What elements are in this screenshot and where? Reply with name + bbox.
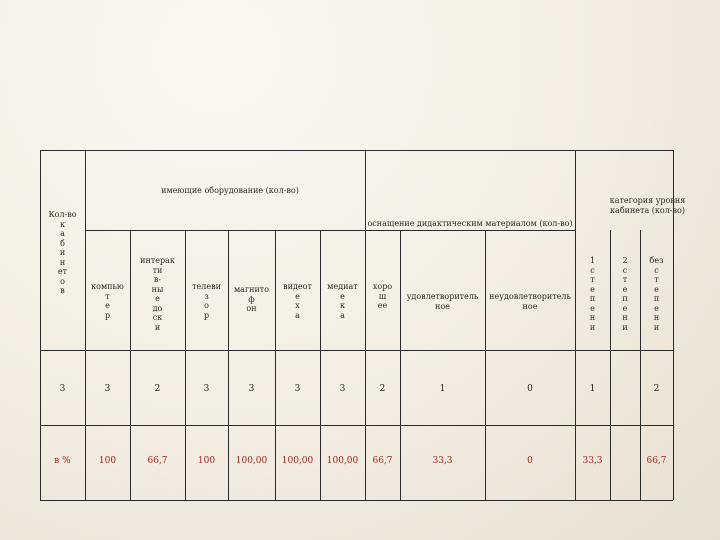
header-unsatisfactory: неудовлетворитель ное: [489, 292, 571, 311]
row-count-good: 2: [379, 384, 386, 394]
header-good: хоро ш ее: [372, 282, 393, 310]
row-percent-cat1: 33,3: [582, 456, 603, 466]
table-header-divider: [85, 230, 575, 231]
header-cabinet-count: Кол-во к а б и н ет о в: [48, 210, 77, 295]
header-media-library: медиат е к а: [327, 282, 358, 320]
row-percent-nocat: 66,7: [646, 456, 667, 466]
row-count-satisfactory: 1: [439, 384, 446, 394]
header-video-library: видеот е х а: [283, 282, 312, 320]
col-line-1: [85, 150, 86, 500]
row-count-tape: 3: [248, 384, 255, 394]
row-count-cat1: 1: [589, 384, 596, 394]
header-category-2: 2 с т е п е н и: [622, 256, 628, 332]
header-group-equipment: имеющие оборудование (кол-во): [161, 186, 299, 195]
row-count-label: 3: [59, 384, 66, 394]
table-border-bottom: [40, 500, 673, 501]
row-percent-media: 100,00: [326, 456, 359, 466]
header-tv: телеви з о р: [192, 282, 221, 320]
row-percent-computer: 100: [98, 456, 117, 466]
row-count-interactive: 2: [154, 384, 161, 394]
header-satisfactory: удовлетворитель ное: [406, 292, 479, 311]
row-percent-interactive: 66,7: [147, 456, 168, 466]
header-no-category: без с т е п е н и: [649, 256, 664, 332]
header-group-category: категория уровня кабинета (кол-во): [609, 196, 686, 215]
header-group-didactic: оснащение дидактическим материалом (кол-во): [367, 219, 573, 228]
row-count-nocat: 2: [653, 384, 660, 394]
table-row-divider: [40, 425, 673, 426]
table-header-bottom: [40, 350, 673, 351]
header-category-1: 1 с т е п е н и: [589, 256, 596, 332]
row-percent-label: в %: [54, 456, 71, 466]
row-count-unsatisfactory: 0: [527, 384, 533, 394]
row-percent-good: 66,7: [372, 456, 393, 466]
header-interactive-boards: интерак ти в- ны е до ск и: [140, 256, 175, 332]
row-count-computer: 3: [104, 384, 111, 394]
row-percent-tape: 100,00: [235, 456, 268, 466]
col-line-7: [365, 150, 366, 500]
row-percent-unsatisfactory: 0: [527, 456, 533, 466]
row-percent-tv: 100: [197, 456, 216, 466]
row-count-video: 3: [294, 384, 301, 394]
row-count-media: 3: [339, 384, 346, 394]
row-percent-video: 100,00: [281, 456, 314, 466]
row-percent-satisfactory: 33,3: [432, 456, 453, 466]
table-border-top: [40, 150, 673, 151]
col-line-0: [40, 150, 41, 500]
header-tape-recorder: магнито ф он: [233, 285, 270, 313]
row-count-tv: 3: [203, 384, 210, 394]
header-computer: компью т е р: [91, 282, 124, 320]
